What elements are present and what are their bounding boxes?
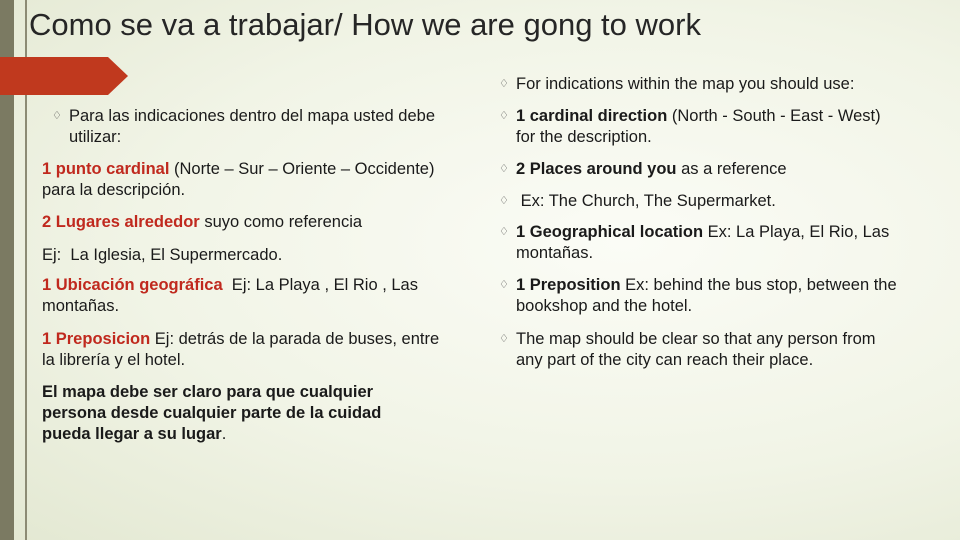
left-item-geo bbox=[42, 275, 442, 317]
left-intro-text: Para las indicaciones dentro del mapa usted debe utilizar: bbox=[69, 107, 435, 146]
right-intro-text: For indications within the map you should use: bbox=[516, 75, 855, 93]
right-item-geo bbox=[516, 222, 916, 264]
red-arrow-accent bbox=[0, 57, 128, 95]
right-item-prep-rest: Ex: behind the bus stop, between the bookshop and the hotel. bbox=[516, 276, 897, 315]
left-item-cardinal bbox=[42, 159, 452, 201]
slide-title: Como se va a trabajar/ How we are gong to work bbox=[29, 7, 701, 42]
right-item-cardinal bbox=[516, 106, 886, 148]
diamond-bullet-icon: ♢ bbox=[499, 195, 509, 207]
right-closing-text: The map should be clear so that any person from any part of the city can reach their place. bbox=[516, 330, 876, 369]
diamond-bullet-icon: ♢ bbox=[499, 110, 509, 122]
right-item-places-example: Ex: The Church, The Supermarket. bbox=[516, 192, 776, 210]
left-closing-text bbox=[42, 382, 432, 445]
left-closing-strong: El mapa debe ser claro para que cualquier persona desde cualquier parte de la cuidad pueda llegar a su lugar bbox=[42, 383, 382, 443]
diamond-bullet-icon: ♢ bbox=[499, 226, 509, 238]
left-item-geo-rest: Ej: La Playa , El Rio , Las montañas. bbox=[42, 276, 423, 315]
right-item-prep bbox=[516, 275, 916, 317]
left-item-prep-rest: Ej: detrás de la parada de buses, entre la librería y el hotel. bbox=[42, 330, 440, 369]
left-item-cardinal-rest: (Norte – Sur – Oriente – Occidente) para la descripción. bbox=[42, 160, 435, 199]
left-item-cardinal-strong: 1 punto cardinal bbox=[42, 160, 170, 178]
right-item-places-strong: 2 Places around you bbox=[516, 160, 677, 178]
left-item-places-example: Ej: La Iglesia, El Supermercado. bbox=[42, 246, 283, 264]
diamond-bullet-icon: ♢ bbox=[499, 333, 509, 345]
left-item-places-strong: 2 Lugares alrededor bbox=[42, 213, 200, 231]
left-item-places-rest: suyo como referencia bbox=[199, 213, 363, 231]
right-item-geo-rest: Ex: La Playa, El Rio, Las montañas. bbox=[516, 223, 890, 262]
diamond-bullet-icon: ♢ bbox=[499, 78, 509, 90]
right-item-cardinal-rest: (North - South - East - West) for the description. bbox=[516, 107, 881, 146]
right-item-places-rest: as a reference bbox=[676, 160, 787, 178]
right-item-prep-strong: 1 Preposition bbox=[516, 276, 621, 294]
left-item-places bbox=[42, 212, 452, 233]
diamond-bullet-icon: ♢ bbox=[52, 110, 62, 122]
left-item-geo-strong: 1 Ubicación geográfica bbox=[42, 276, 223, 294]
diamond-bullet-icon: ♢ bbox=[499, 163, 509, 175]
right-item-cardinal-strong: 1 cardinal direction bbox=[516, 107, 668, 125]
diamond-bullet-icon: ♢ bbox=[499, 279, 509, 291]
right-item-places bbox=[516, 159, 936, 180]
left-closing-end: . bbox=[221, 425, 227, 443]
left-item-prep bbox=[42, 329, 447, 371]
left-item-prep-strong: 1 Preposicion bbox=[42, 330, 151, 348]
right-item-geo-strong: 1 Geographical location bbox=[516, 223, 704, 241]
